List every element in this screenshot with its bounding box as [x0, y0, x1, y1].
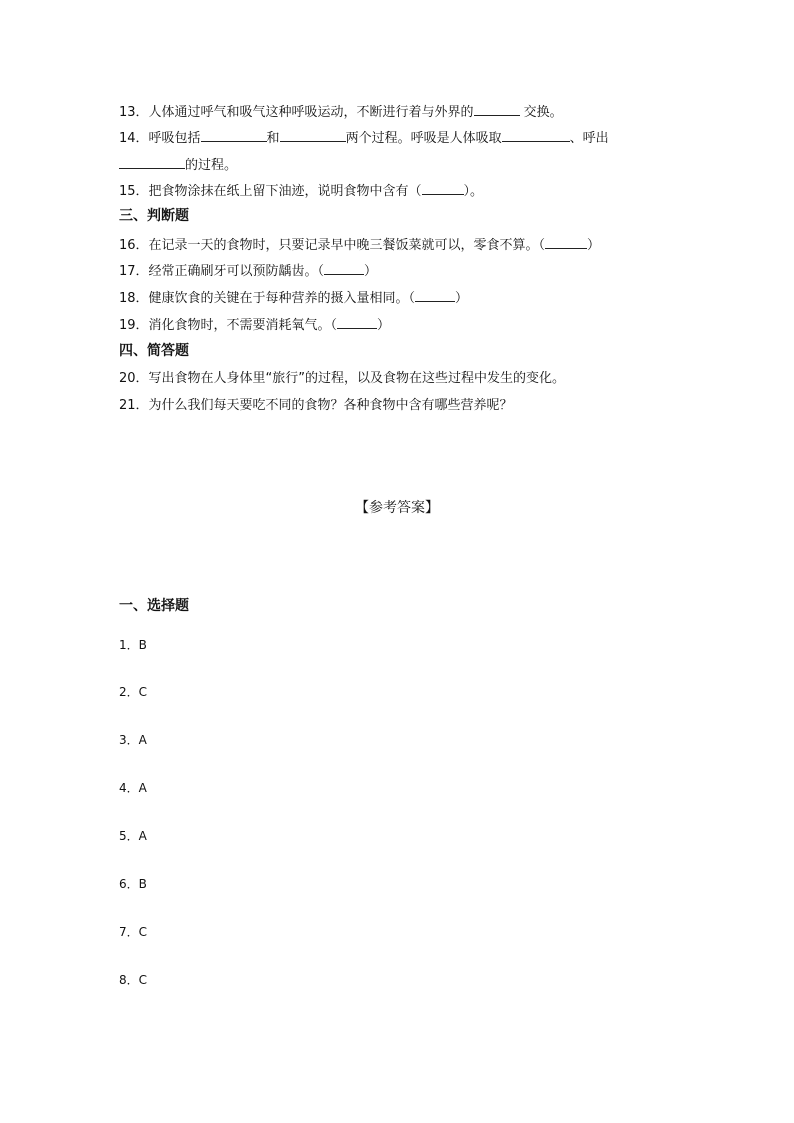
question-15-text-end: ）。: [463, 184, 484, 199]
answer-blank: [201, 128, 267, 142]
answer-item: 2．C: [119, 685, 148, 699]
question-19-text-end: ）: [377, 318, 391, 333]
question-14-text-e: 的过程。: [185, 158, 238, 173]
section-heading-short-answer: 四、简答题: [119, 343, 189, 359]
answer-item: 4．A: [119, 781, 147, 795]
answer-item: 5．A: [119, 829, 147, 843]
question-14-text-d: 、呼出: [569, 131, 609, 146]
answer-item: 8．C: [119, 973, 148, 987]
answer-blank: [280, 128, 346, 142]
question-18-text: 18．健康饮食的关键在于每种营养的摄入量相同。（: [119, 291, 416, 306]
question-14-continued: [119, 155, 237, 175]
question-13-text: 13．人体通过呼气和吸气这种呼吸运动，不断进行着与外界的: [119, 105, 474, 120]
question-21: 21．为什么我们每天要吃不同的食物？各种食物中含有哪些营养呢？: [119, 398, 513, 413]
answer-blank: [422, 181, 464, 195]
question-19: [119, 315, 390, 335]
answer-item: 1．B: [119, 638, 147, 652]
question-19-text: 19．消化食物时，不需要消耗氧气。（: [119, 318, 338, 333]
answer-section-heading-choice: 一、选择题: [119, 598, 189, 614]
answer-blank: [474, 102, 520, 116]
answer-blank: [119, 155, 185, 169]
answer-blank: [324, 261, 364, 275]
question-14-text-b: 和: [266, 131, 280, 146]
question-13: [119, 102, 563, 122]
section-heading-judgment: 三、判断题: [119, 208, 189, 224]
question-16-text: 16．在记录一天的食物时，只要记录早中晚三餐饭菜就可以，零食不算。（: [119, 238, 546, 253]
answer-blank: [415, 288, 455, 302]
question-16-text-end: ）: [587, 238, 601, 253]
question-17-text: 17．经常正确刷牙可以预防龋齿。（: [119, 264, 325, 279]
question-16: [119, 235, 600, 255]
question-15: [119, 181, 483, 201]
question-14: [119, 128, 609, 148]
question-14-text-c: 两个过程。呼吸是人体吸取: [345, 131, 502, 146]
answer-blank: [545, 235, 587, 249]
answer-item: 3．A: [119, 733, 147, 747]
answer-item: 7．C: [119, 925, 148, 939]
answer-item: 6．B: [119, 877, 147, 891]
question-13-text-end: 交换。: [519, 105, 563, 120]
question-17-text-end: ）: [364, 264, 378, 279]
question-18-text-end: ）: [455, 291, 469, 306]
answer-blank: [337, 315, 377, 329]
answer-blank: [502, 128, 570, 142]
question-14-text-a: 14．呼吸包括: [119, 131, 201, 146]
question-20: 20．写出食物在人身体里“旅行”的过程，以及食物在这些过程中发生的变化。: [119, 371, 566, 386]
answer-key-title: 【参考答案】: [355, 500, 439, 516]
question-18: [119, 288, 468, 308]
question-15-text: 15．把食物涂抹在纸上留下油迹，说明食物中含有（: [119, 184, 422, 199]
question-17: [119, 261, 377, 281]
